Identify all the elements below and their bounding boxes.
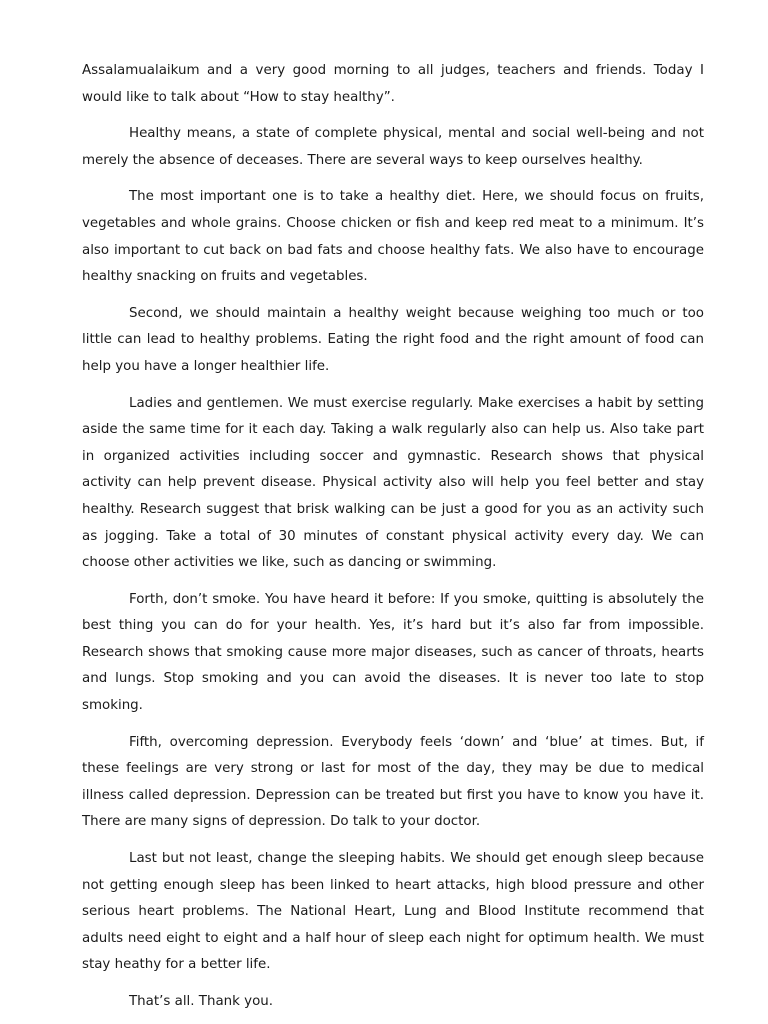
document-page: [82, 58, 704, 1016]
paragraph-closing: That’s all. Thank you.: [129, 994, 274, 1009]
paragraph-depression: Fifth, overcoming depression. Everybody feels ‘down’ and ‘blue’ at times. But, if these feelings are very strong or last for most of the day, they may be due to medical illness called depression. Depression can be treated but first you have to know you have it. There are many signs of depression. Do talk to your doctor.: [82, 734, 704, 830]
paragraph-smoking: Forth, don’t smoke. You have heard it before: If you smoke, quitting is absolutely the best thing you can do for your health. Yes, it’s hard but it’s also far from impossible. Research shows that smoking cause more major diseases, such as cancer of throats, hearts and lungs. Stop smoking and you can avoid the diseases. It is never too late to stop smoking.: [82, 591, 704, 714]
paragraph-greeting: Assalamualaikum and a very good morning to all judges, teachers and friends. Today I would like to talk about “How to stay healthy”.: [82, 63, 704, 105]
paragraph-exercise: Ladies and gentlemen. We must exercise regularly. Make exercises a habit by setting aside the same time for it each day. Taking a walk regularly also can help us. Also take part in organized activities including soccer and gymnastic. Research shows that physical activity can help prevent disease. Physical activity also will help you feel better and stay healthy. Research suggest that brisk walking can be just a good for you as an activity such as jogging. Take a total of 30 minutes of constant physical activity every day. We can choose other activities we like, such as dancing or swimming.: [82, 395, 704, 571]
paragraph-definition: Healthy means, a state of complete physical, mental and social well-being and not merely the absence of deceases. There are several ways to keep ourselves healthy.: [82, 126, 704, 168]
paragraph-sleep: Last but not least, change the sleeping habits. We should get enough sleep because not getting enough sleep has been linked to heart attacks, high blood pressure and other serious heart problems. The National Heart, Lung and Blood Institute recommend that adults need eight to eight and a half hour of sleep each night for optimum health. We must stay heathy for a better life.: [82, 851, 704, 973]
paragraph-diet: The most important one is to take a healthy diet. Here, we should focus on fruits, vegetables and whole grains. Choose chicken or fish and keep red meat to a minimum. It’s also important to cut back on bad fats and choose healthy fats. We also have to encourage healthy snacking on fruits and vegetables.: [82, 189, 704, 285]
paragraph-weight: Second, we should maintain a healthy weight because weighing too much or too little can lead to healthy problems. Eating the right food and the right amount of food can help you have a longer healthier life.: [82, 305, 704, 374]
